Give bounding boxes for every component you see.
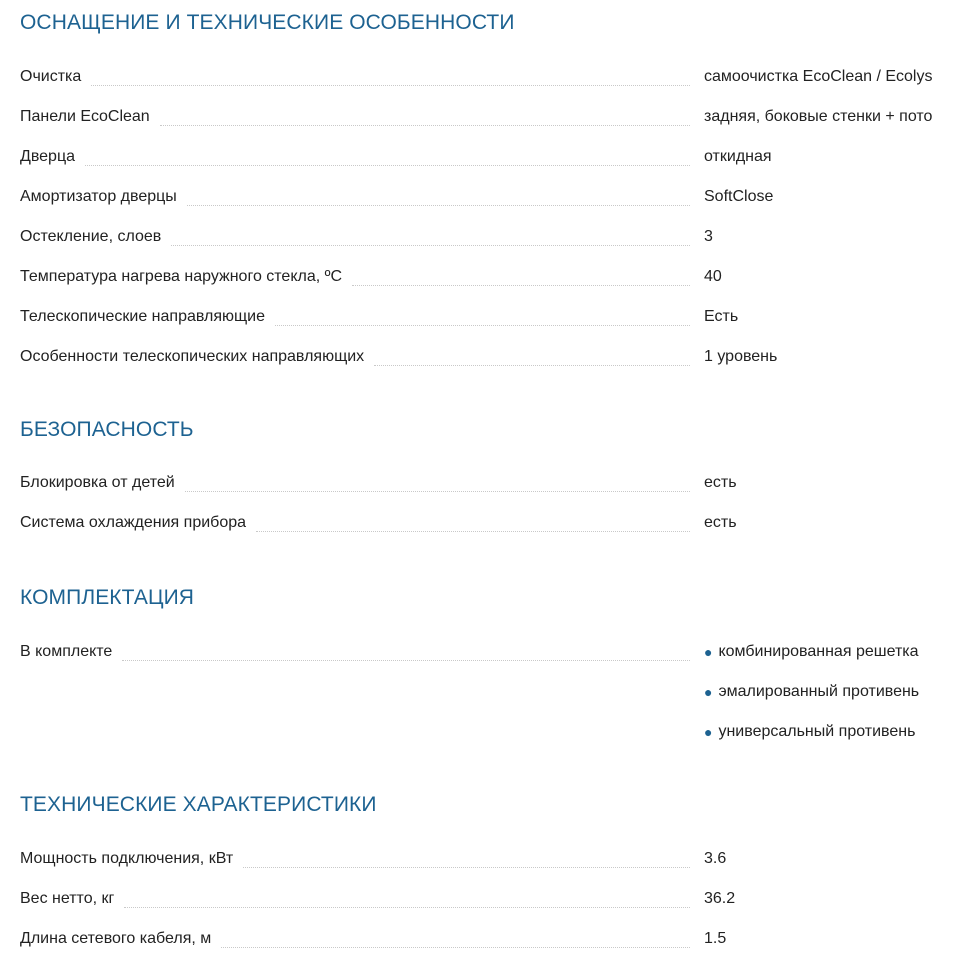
dotted-leader (160, 125, 690, 126)
list-item-text: эмалированный противень (718, 683, 920, 700)
dotted-leader (256, 531, 690, 532)
spec-value: 3.6 (704, 850, 727, 867)
spec-row (20, 267, 954, 307)
bullet-icon: ● (704, 684, 713, 700)
spec-row (20, 67, 954, 107)
spec-label: Телескопические направляющие (20, 308, 265, 325)
dotted-leader (221, 947, 690, 948)
spec-label: Амортизатор дверцы (20, 188, 177, 205)
list-item-text: комбинированная решетка (718, 643, 919, 660)
spec-value: задняя, боковые стенки + пото (704, 108, 933, 125)
spec-label: Система охлаждения прибора (20, 514, 247, 531)
dotted-leader (374, 365, 690, 366)
spec-value: SoftClose (704, 188, 774, 205)
spec-label: Длина сетевого кабеля, м (20, 930, 212, 947)
spec-value: Есть (704, 308, 739, 325)
dotted-leader (91, 85, 690, 86)
bullet-icon: ● (704, 724, 713, 740)
spec-label: В комплекте (20, 643, 113, 660)
spec-row (20, 929, 954, 969)
dotted-leader (187, 205, 690, 206)
spec-label: Дверца (20, 148, 76, 165)
spec-row (20, 107, 954, 147)
spec-value: 3 (704, 228, 713, 245)
package-rows (20, 642, 954, 762)
dotted-leader (275, 325, 690, 326)
spec-label: Очистка (20, 68, 82, 85)
section-title-equipment: ОСНАЩЕНИЕ И ТЕХНИЧЕСКИЕ ОСОБЕННОСТИ (20, 11, 515, 34)
spec-row (20, 307, 954, 347)
spec-row (20, 513, 954, 553)
dotted-leader (243, 867, 690, 868)
dotted-leader (122, 660, 690, 661)
equipment-rows (20, 67, 954, 387)
safety-section (20, 418, 954, 531)
specs-section (20, 793, 954, 947)
spec-row (20, 849, 954, 889)
spec-row (20, 642, 954, 762)
spec-row (20, 227, 954, 267)
spec-value: 40 (704, 268, 722, 285)
spec-label: Панели EcoClean (20, 108, 150, 125)
spec-row (20, 187, 954, 227)
spec-value: есть (704, 514, 737, 531)
package-section (20, 586, 954, 740)
equipment-section (20, 11, 954, 365)
spec-value: откидная (704, 148, 772, 165)
safety-rows (20, 473, 954, 553)
spec-row (20, 473, 954, 513)
spec-label: Мощность подключения, кВт (20, 850, 234, 867)
spec-row (20, 889, 954, 929)
spec-label: Вес нетто, кг (20, 890, 115, 907)
list-item (704, 722, 919, 762)
dotted-leader (124, 907, 690, 908)
spec-label: Температура нагрева наружного стекла, ºС (20, 268, 343, 285)
spec-label: Блокировка от детей (20, 474, 175, 491)
dotted-leader (85, 165, 690, 166)
spec-value: есть (704, 474, 737, 491)
list-item (704, 642, 919, 682)
package-items-list (704, 642, 919, 762)
spec-row (20, 147, 954, 187)
section-title-specs: ТЕХНИЧЕСКИЕ ХАРАКТЕРИСТИКИ (20, 793, 377, 816)
section-title-safety: БЕЗОПАСНОСТЬ (20, 418, 194, 441)
spec-row (20, 347, 954, 387)
section-title-package: КОМПЛЕКТАЦИЯ (20, 586, 195, 609)
bullet-icon: ● (704, 644, 713, 660)
spec-value: самоочистка EcoClean / Ecolys (704, 68, 933, 85)
dotted-leader (185, 491, 690, 492)
specs-rows (20, 849, 954, 969)
spec-value: 1 уровень (704, 348, 778, 365)
spec-value: 1.5 (704, 930, 727, 947)
dotted-leader (171, 245, 690, 246)
spec-value: 36.2 (704, 890, 736, 907)
dotted-leader (352, 285, 690, 286)
spec-label: Остекление, слоев (20, 228, 162, 245)
list-item (704, 682, 919, 722)
list-item-text: универсальный противень (718, 723, 916, 740)
spec-label: Особенности телескопических направляющих (20, 348, 365, 365)
